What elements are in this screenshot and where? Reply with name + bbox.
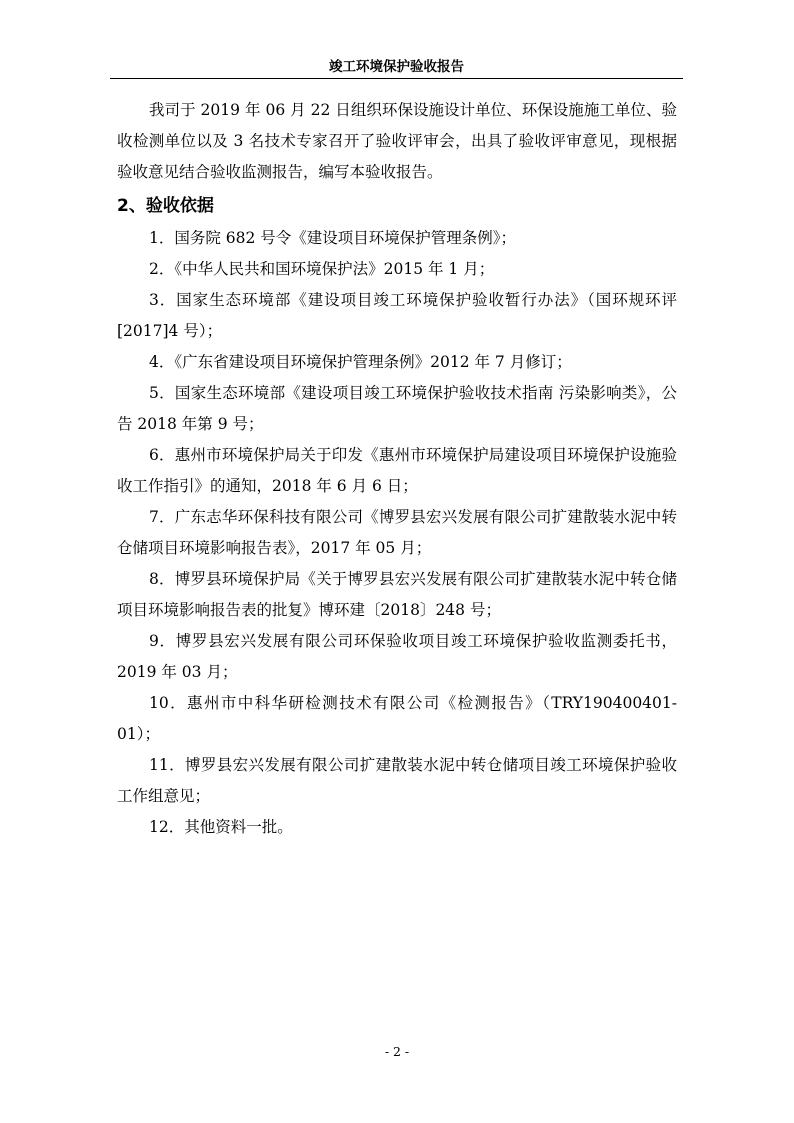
reference-item: 2．《中华人民共和国环境保护法》2015 年 1 月； xyxy=(149,260,495,278)
reference-item: 9．博罗县宏兴发展有限公司环保验收项目竣工环境保护验收监测委托书，2019 年 03 月； xyxy=(117,632,677,681)
page-content xyxy=(117,95,677,843)
header-rule xyxy=(110,78,683,79)
reference-item: 4．《广东省建设项目环境保护管理条例》2012 年 7 月修订； xyxy=(149,353,572,371)
reference-item: 10．惠州市中科华研检测技术有限公司《检测报告》（TRY190400401-01）； xyxy=(117,694,677,743)
reference-item: 7．广东志华环保科技有限公司《博罗县宏兴发展有限公司扩建散装水泥中转仓储项目环境影响报告表》，2017 年 05 月； xyxy=(117,508,677,557)
reference-item: 11．博罗县宏兴发展有限公司扩建散装水泥中转仓储项目竣工环境保护验收工作组意见； xyxy=(117,756,677,805)
reference-list xyxy=(117,223,677,843)
page-number: - 2 - xyxy=(384,1044,410,1059)
reference-item: 6．惠州市环境保护局关于印发《惠州市环境保护局建设项目环境保护设施验收工作指引》的通知，2018 年 6 月 6 日； xyxy=(117,446,677,495)
reference-item: 3．国家生态环境部《建设项目竣工环境保护验收暂行办法》（国环规环评[2017]4 号）； xyxy=(117,291,677,340)
reference-item: 8．博罗县环境保护局《关于博罗县宏兴发展有限公司扩建散装水泥中转仓储项目环境影响报告表的批复》博环建〔2018〕248 号； xyxy=(117,570,677,619)
reference-item: 12．其他资料一批。 xyxy=(149,818,293,836)
intro-paragraph: 我司于 2019 年 06 月 22 日组织环保设施设计单位、环保设施施工单位、验收检测单位以及 3 名技术专家召开了验收评审会，出具了验收评审意见，现根据验收意见结合验收监测报告，编写本验收报告。 xyxy=(117,101,677,181)
reference-item: 5．国家生态环境部《建设项目竣工环境保护验收技术指南 污染影响类》，公告 2018 年第 9 号； xyxy=(117,384,677,433)
running-header-title: 竣工环境保护验收报告 xyxy=(329,59,464,75)
section-heading: 2、验收依据 xyxy=(117,196,214,216)
reference-item: 1．国务院 682 号令《建设项目环境保护管理条例》； xyxy=(149,229,517,247)
